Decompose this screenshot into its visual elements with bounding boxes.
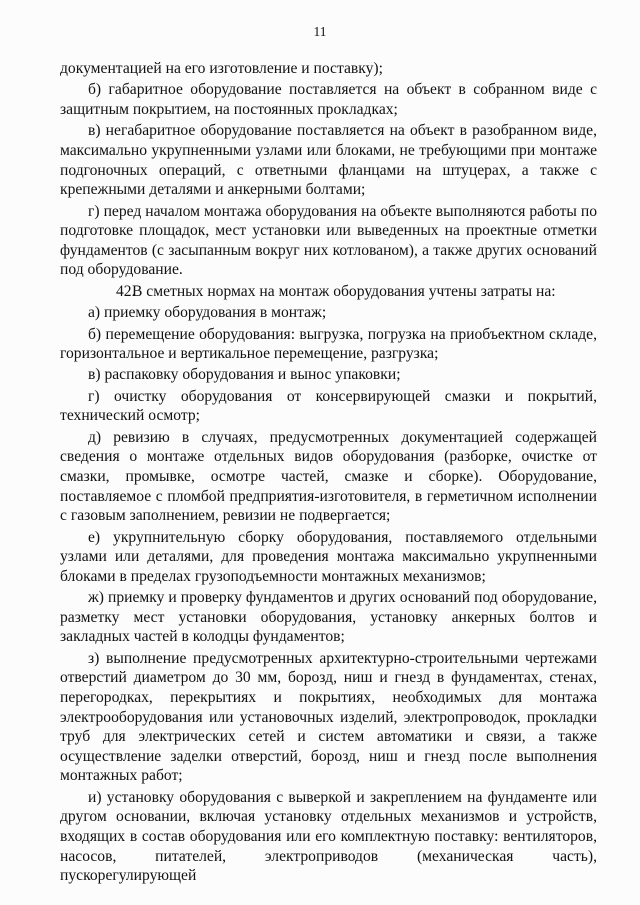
paragraph-continuation: документацией на его изготовление и поставку); bbox=[60, 60, 383, 77]
clause-text: В сметных нормах на монтаж оборудования учтены затраты на: bbox=[132, 282, 556, 300]
document-body bbox=[60, 59, 597, 888]
clause-number: 42. bbox=[116, 282, 136, 300]
list-item-i: и) установку оборудования с выверкой и закреплением на фундаменте или другом основании, включая установку отдельных механизмов и устройств, входящих в состав оборудования или его комплектную поставку: вентиляторов, насосов, питателей, электроприводов (механическая часть), пускорегулирующей bbox=[60, 788, 597, 885]
clause-42 bbox=[60, 282, 597, 302]
list-item-d: д) ревизию в случаях, предусмотренных документацией содержащей сведения о монтаже отдельных видов оборудования (разборке, очистке от смазки, промывке, осмотре частей, смазке и сборке). Оборудование, поставляемое с пломбой предприятия-изготовителя, в герметичном исполнении с газовым заполнением, ревизии не подвергается; bbox=[60, 428, 597, 525]
list-item-g2: г) очистку оборудования от консервирующей смазки и покрытий, технический осмотр; bbox=[60, 387, 597, 425]
list-item-v: в) негабаритное оборудование поставляется на объект в разобранном виде, максимально укрупненными узлами или блоками, не требующими при монтаже подгоночных операций, с ответными фланцами на штуцерах, а также с крепежными деталями и анкерными болтами; bbox=[60, 122, 597, 199]
page-number: 11 bbox=[313, 24, 327, 39]
list-item-zh: ж) приемку и проверку фундаментов и других оснований под оборудование, разметку мест установки оборудования, установку анкерных болтов и закладных частей в колодцы фундаментов; bbox=[60, 589, 597, 646]
list-item-a: а) приемку оборудования в монтаж; bbox=[88, 304, 327, 322]
list-item-z: з) выполнение предусмотренных архитектурно-строительными чертежами отверстий диаметром до 30 мм, борозд, ниш и гнезд в фундаментах, стенах, перегородках, перекрытиях и покрытиях, необходимых для монтажа электрооборудования или установочных изделий, электропроводок, прокладки труб для электрических сетей и систем автоматики и связи, а также осуществление заделки отверстий, борозд, ниш и гнезд после выполнения монтажных работ; bbox=[60, 649, 597, 785]
list-item-b: б) габаритное оборудование поставляется на объект в собранном виде с защитным покрытием, на постоянных прокладках; bbox=[60, 81, 597, 118]
list-item-v2: в) распаковку оборудования и вынос упаковки; bbox=[88, 366, 401, 384]
list-item-b2: б) перемещение оборудования: выгрузка, погрузка на приобъектном складе, горизонтальное и вертикальное перемещение, разгрузка; bbox=[60, 325, 597, 363]
list-item-g: г) перед началом монтажа оборудования на объекте выполняются работы по подготовке площадок, мест установки или выведенных на проектные отметки фундаментов (с засыпанным вокруг них котлованом), а также других оснований под оборудование. bbox=[60, 202, 597, 279]
list-item-e: е) укрупнительную сборку оборудования, поставляемого отдельными узлами или деталями, для проведения монтажа максимально укрупненными блоками в пределах грузоподъемности монтажных механизмов; bbox=[60, 528, 597, 585]
